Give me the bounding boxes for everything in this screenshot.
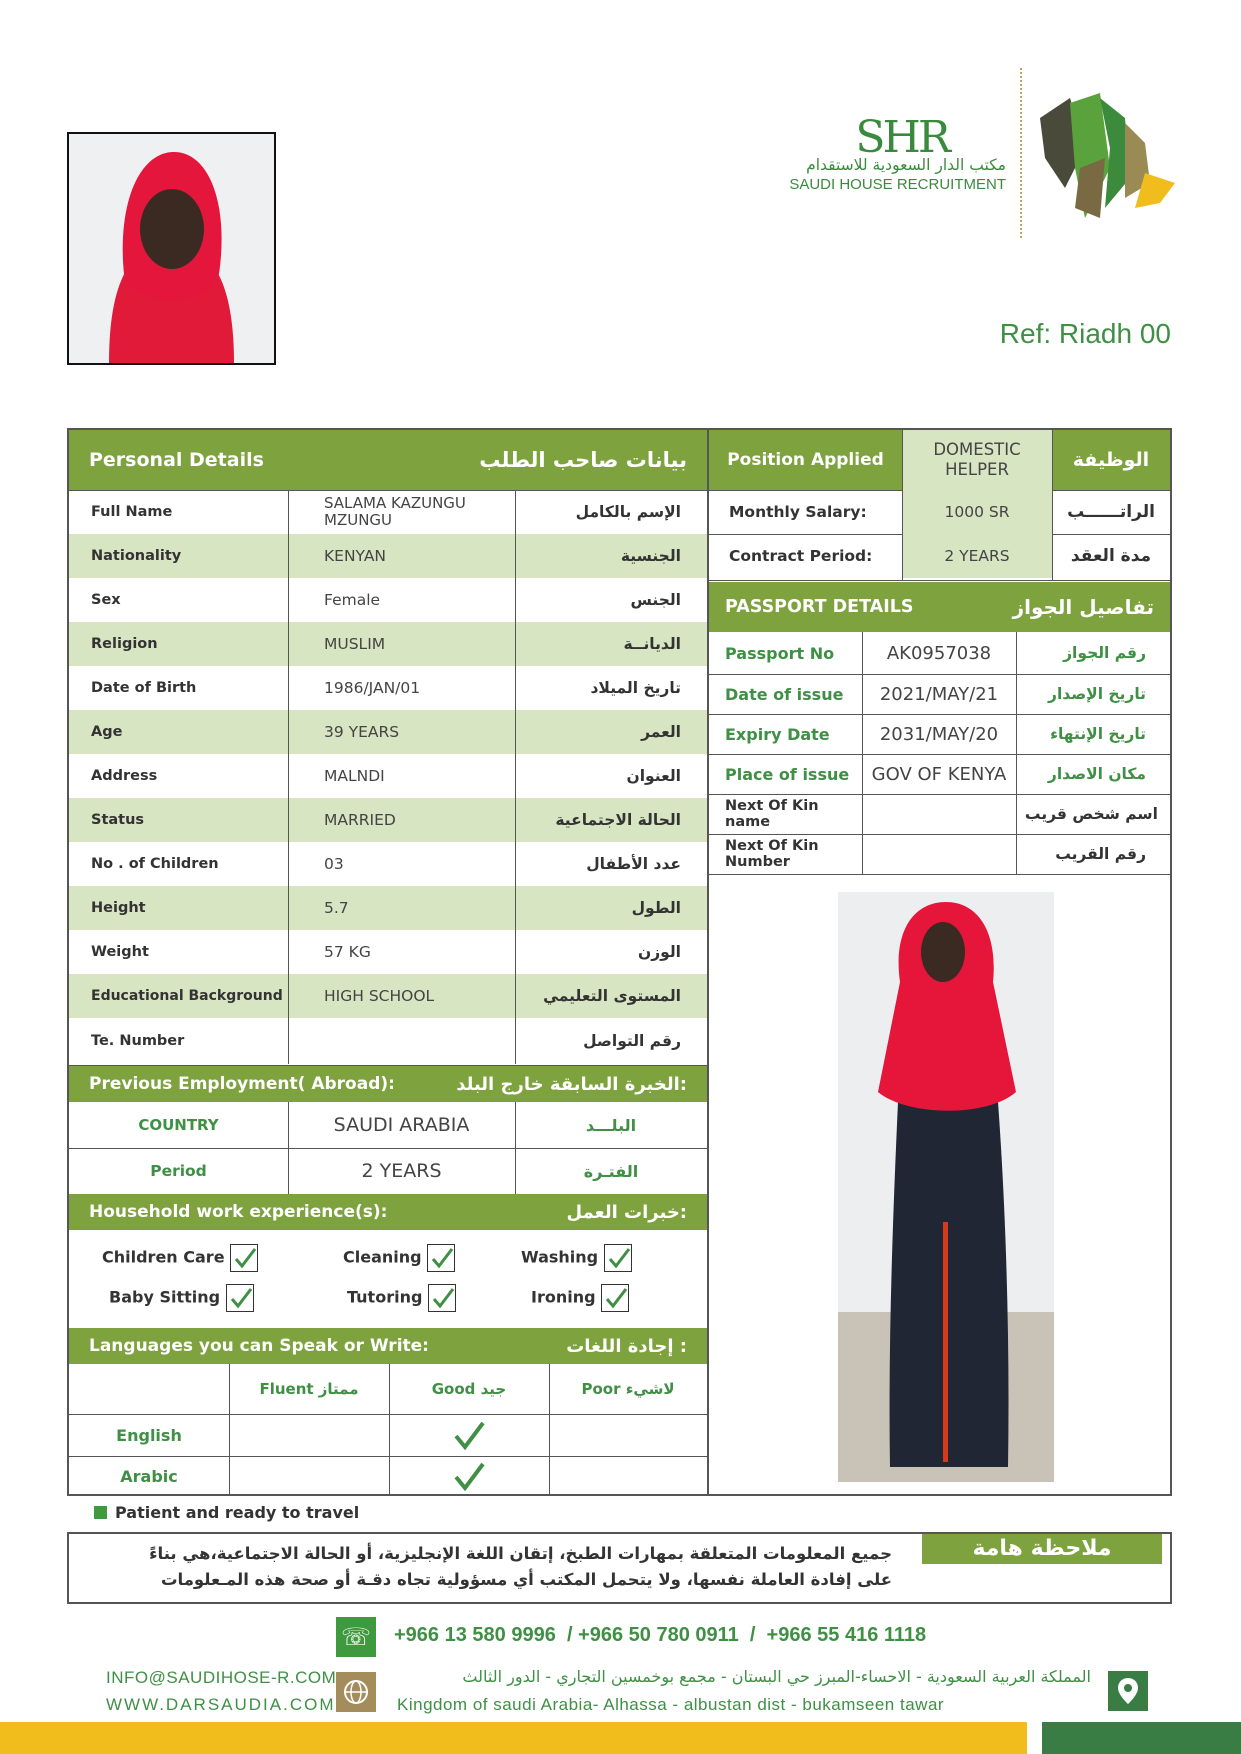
contract-value: 2 YEARS [902,534,1052,578]
value: 1986/JAN/01 [324,679,421,697]
remark [94,1503,359,1522]
languages-table [69,1364,707,1496]
passport-row-expiry [709,714,1170,754]
divider [229,1364,230,1496]
personal-row-weight [69,930,707,974]
value: AK0957038 [886,642,992,664]
previous-employment-title: Previous Employment( Abroad): [89,1074,395,1094]
divider [549,1364,550,1496]
label: Passport No [725,643,835,663]
checkmark-icon [453,1420,485,1450]
label: Next Of Kin name [725,798,819,830]
poor-cell [549,1414,707,1456]
logo-mark: SHR [855,112,948,163]
contract-label: Contract Period: [729,547,873,565]
value: 2021/MAY/21 [879,683,999,705]
label-ar: الجنسية [620,547,681,565]
value: 5.7 [324,899,349,917]
value [862,794,1016,834]
divider [862,632,863,874]
divider [288,1102,289,1194]
skill-label: Children Care [102,1247,225,1267]
label: Period [150,1162,207,1180]
contract-row [709,534,1170,578]
language-name: English [116,1425,182,1445]
checkmark-icon [453,1461,485,1491]
passport-row-number [709,632,1170,674]
personal-row-education [69,974,707,1018]
checkbox-baby-sitting[interactable] [226,1284,254,1312]
skill-label: Tutoring [347,1287,423,1307]
languages-header [69,1328,707,1364]
logo-arabic: مكتب الدار السعودية للاستقدام [806,156,1006,174]
skill-ironing [531,1284,629,1312]
personal-row-status [69,798,707,842]
value: 03 [324,855,344,873]
value: 39 YEARS [324,723,400,741]
value: 2031/MAY/20 [879,723,999,745]
passport-title: PASSPORT DETAILS [725,597,914,617]
footer-bar-green [1042,1722,1241,1754]
label-ar: مكان الاصدار [1047,765,1146,783]
label: Age [91,724,123,740]
website: WWW.DARSAUDIA.COM [106,1695,336,1714]
previous-country-row [69,1102,707,1148]
label: Full Name [91,504,173,520]
kin-name-row [709,794,1170,834]
divider [69,1065,707,1066]
language-row-english [69,1414,707,1456]
portrait-photo [67,132,276,365]
previous-period-row [69,1148,707,1194]
label-ar: الفتـرة [583,1161,639,1181]
personal-row-height [69,886,707,930]
value: MARRIED [324,811,396,829]
value: SAUDI ARABIA [333,1114,470,1136]
personal-details-title-ar: بيانات صاحب الطلب [479,448,687,472]
label: Weight [91,944,149,960]
skill-washing [521,1244,632,1272]
label-ar: رقم التواصل [583,1032,681,1050]
value: MUSLIM [324,635,386,653]
location-pin-icon [1108,1671,1148,1711]
personal-row-full-name [69,490,707,534]
passport-row-place [709,754,1170,794]
label: Height [91,900,146,916]
checkbox-ironing[interactable] [601,1284,629,1312]
full-body-photo [838,892,1054,1482]
label-ar: رقم الجواز [1063,644,1146,662]
label-ar: الوزن [637,943,681,961]
header-fluent: Fluent ممتاز [259,1380,359,1398]
label-ar: الحالة الاجتماعية [555,811,681,829]
important-note [67,1532,1172,1604]
phone-numbers: +966 13 580 9996 / +966 50 780 0911 / +966 55 416 1118 [394,1624,927,1646]
divider [515,1102,516,1194]
divider [902,430,903,580]
reference-number: Ref: Riadh 00 [999,318,1171,349]
checkbox-children-care[interactable] [230,1244,258,1272]
value: HIGH SCHOOL [324,987,435,1005]
label: Next Of Kin Number [725,838,819,870]
bullet-square-icon [94,1506,107,1519]
divider [1016,632,1017,874]
label-ar: تاريخ الإنتهاء [1050,725,1146,743]
personal-row-children [69,842,707,886]
personal-row-dob [69,666,707,710]
personal-details-table [69,490,707,1064]
previous-employment-table [69,1102,707,1194]
languages-title: Languages you can Speak or Write: [89,1336,429,1356]
skill-label: Washing [521,1247,599,1267]
contract-label-ar: مدة العقد [1070,546,1152,566]
previous-employment-header [69,1066,707,1102]
label: Religion [91,636,158,652]
label: Date of Birth [91,680,197,696]
header-poor: Poor لاشيء [581,1380,675,1398]
checkbox-washing[interactable] [604,1244,632,1272]
salary-label-ar: الراتــــــب [1067,502,1155,522]
good-cell [389,1456,549,1496]
skill-baby-sitting [109,1284,254,1312]
label: Status [91,812,145,828]
passport-title-ar: تفاصيل الجواز [1012,595,1154,619]
main-form [67,428,1172,1496]
value: GOV OF KENYA [871,763,1007,785]
skill-tutoring [347,1284,456,1312]
label: COUNTRY [138,1116,219,1134]
label: Educational Background [91,988,283,1004]
label-ar: العمر [641,723,681,741]
personal-row-phone [69,1018,707,1064]
divider [709,874,1170,875]
label-ar: العنوان [626,767,681,785]
logo-map-icon [1030,88,1180,228]
footer-bar-yellow [0,1722,1027,1754]
label: Sex [91,592,121,608]
label: No . of Children [91,856,219,872]
value [288,1018,515,1064]
note-title: ملاحظة هامة [922,1534,1162,1564]
label: Place of issue [725,764,850,784]
label: Nationality [91,548,182,564]
position-label-ar: الوظيفة [1052,430,1170,490]
fluent-cell [229,1414,389,1456]
logo-divider [1020,68,1022,238]
label-ar: تاريخ الإصدار [1048,685,1146,703]
language-name: Arabic [120,1466,178,1486]
label-ar: رقم القريب [1055,845,1146,863]
value: SALAMA KAZUNGU MZUNGU [324,494,466,529]
household-header [69,1194,707,1230]
skill-cleaning [343,1244,455,1272]
label: Address [91,768,158,784]
personal-row-religion [69,622,707,666]
household-checklist [69,1230,707,1328]
label-ar: الإسم بالكامل [575,503,681,521]
label-ar: المستوى التعليمي [543,987,681,1005]
checkbox-cleaning[interactable] [427,1244,455,1272]
divider [288,490,289,1064]
label-ar: عدد الأطفال [586,855,681,873]
personal-row-sex [69,578,707,622]
previous-employment-title-ar: الخبرة السابقة خارج البلد: [456,1073,687,1095]
personal-row-age [69,710,707,754]
logo-english: SAUDI HOUSE RECRUITMENT [789,176,1006,193]
address-arabic: المملكة العربية السعودية - الاحساء-المبرز حي البستان - مجمع بوخمسين التجاري - الدور الثالث [462,1667,1091,1686]
kin-number-row [709,834,1170,874]
personal-row-address [69,754,707,798]
value: KENYAN [324,547,387,565]
personal-details-header [69,430,707,490]
divider [709,580,1170,581]
passport-header [709,582,1170,632]
label: Expiry Date [725,724,830,744]
salary-label: Monthly Salary: [729,503,867,521]
position-value: DOMESTIC HELPER [902,430,1052,490]
label-ar: الجنس [630,591,681,609]
address-english: Kingdom of saudi Arabia- Alhassa - albustan dist - bukamseen tawar [397,1695,945,1714]
label-ar: البلـــد [585,1115,637,1135]
checkbox-tutoring[interactable] [428,1284,456,1312]
skill-label: Ironing [531,1287,596,1307]
label-ar: اسم شخص قريب [1024,805,1158,823]
divider [389,1364,390,1496]
languages-title-ar: إجادة اللغات : [566,1335,687,1357]
label: Date of issue [725,684,844,704]
value: 2 YEARS [361,1160,442,1182]
label-ar: الطول [631,899,681,917]
globe-icon [336,1672,376,1712]
poor-cell [549,1456,707,1496]
label: Te. Number [91,1033,185,1049]
good-cell [389,1414,549,1456]
label-ar: تاريخ الميلاد [590,679,681,697]
note-line-1: جميع المعلومات المتعلقة بمهارات الطبخ، إتقان اللغة الإنجليزية، أو الحالة الاجتماعية،هي بناءً [149,1544,892,1563]
fluent-cell [229,1456,389,1496]
personal-details-title: Personal Details [89,449,264,471]
household-title: Household work experience(s): [89,1202,388,1222]
logo-caption [780,112,1006,193]
language-row-arabic [69,1456,707,1496]
passport-row-issue [709,674,1170,714]
position-table [709,430,1170,580]
household-title-ar: خبرات العمل: [566,1201,687,1223]
header-good: Good جيد [431,1380,507,1398]
phone-icon: ☏ [336,1617,376,1657]
label-ar: الديانــة [623,635,681,653]
position-row [709,430,1170,490]
note-line-2: على إفادة العاملة نفسها، ولا يتحمل المكتب أي مسؤولية تجاه دقـة أو صحة هذه المـعلومات [160,1570,892,1589]
position-label: Position Applied [709,430,902,490]
divider [69,490,707,491]
divider [515,490,516,1064]
salary-row [709,490,1170,534]
salary-value: 1000 SR [902,490,1052,534]
value [862,834,1016,874]
email-address: INFO@SAUDIHOSE-R.COM [106,1668,337,1687]
skill-label: Baby Sitting [109,1287,221,1307]
languages-header-row [69,1364,707,1414]
value: Female [324,591,381,609]
passport-table [709,632,1170,874]
skill-children-care [102,1244,258,1272]
remark-text: Patient and ready to travel [115,1503,360,1522]
divider [1052,430,1053,580]
value: 57 KG [324,943,371,961]
value: MALNDI [324,767,385,785]
empty-cell [69,1364,229,1414]
personal-row-nationality [69,534,707,578]
skill-label: Cleaning [343,1247,422,1267]
